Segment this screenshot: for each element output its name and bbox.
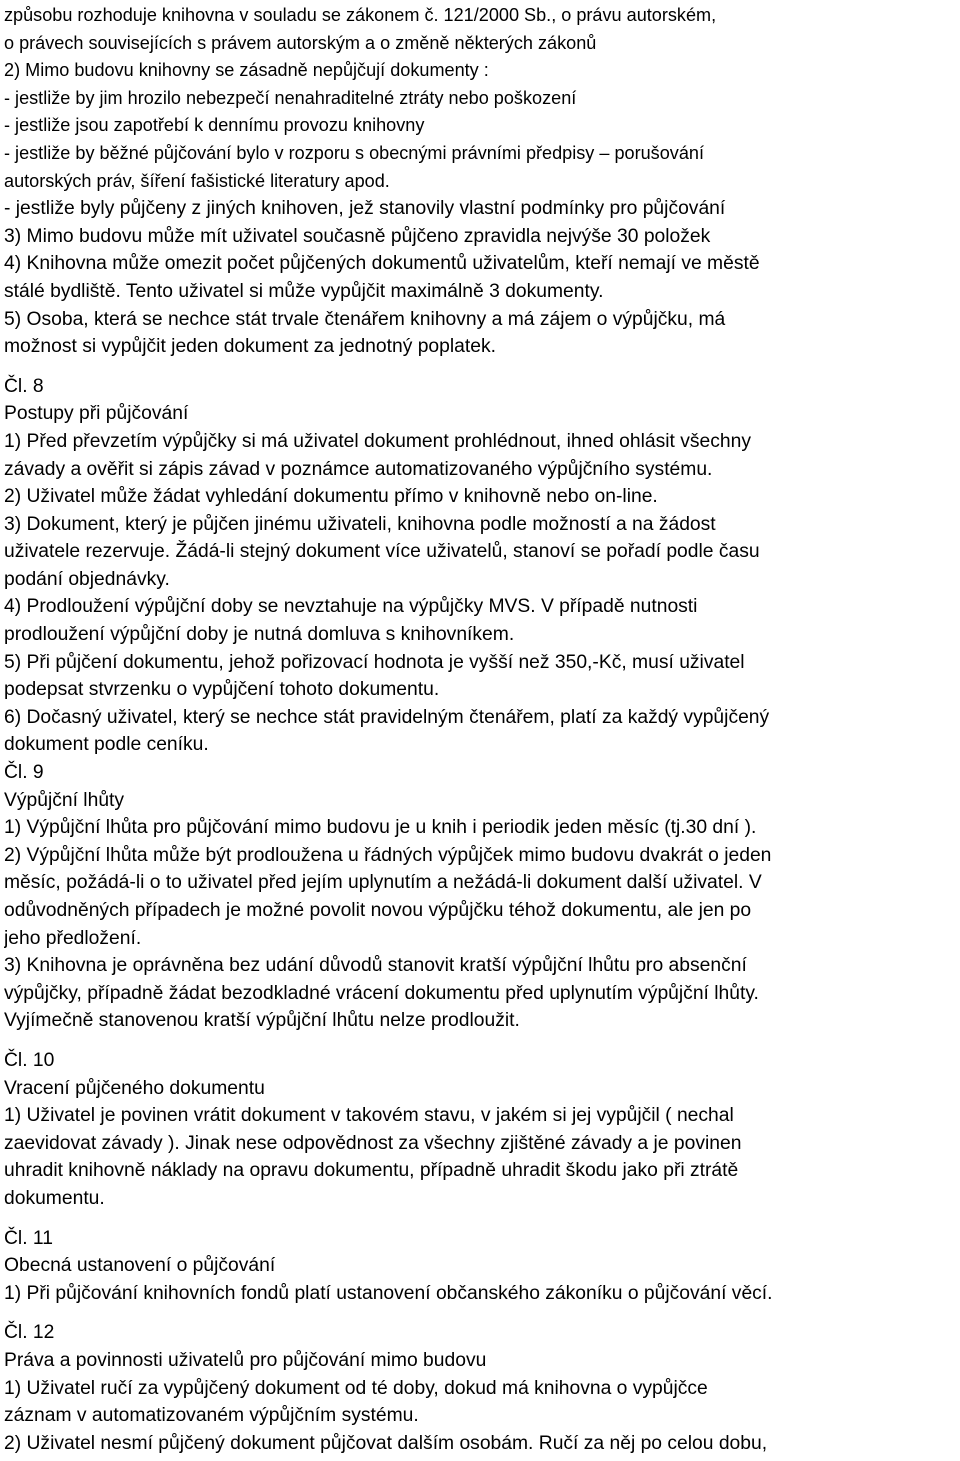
article-title: Výpůjční lhůty	[4, 789, 125, 811]
article-title: Obecná ustanovení o půjčování	[4, 1255, 276, 1277]
text-line: odůvodněných případech je možné povolit novou výpůjčku téhož dokumentu, ale jen po	[4, 900, 752, 921]
text-line: závady a ověřit si zápis závad v poznámce automatizovaného výpůjčního systému.	[4, 458, 713, 480]
article-heading: Čl. 9	[4, 762, 44, 784]
spacer	[4, 1035, 960, 1047]
article-title: Práva a povinnosti uživatelů pro půjčování mimo budovu	[4, 1349, 487, 1371]
text-line: 4) Prodloužení výpůjční doby se nevztahuje na výpůjčky MVS. V případě nutnosti	[4, 596, 698, 618]
article-title: Postupy při půjčování	[4, 403, 189, 425]
text-line: 2) Uživatel nesmí půjčený dokument půjčovat dalším osobám. Ručí za něj po celou dobu,	[4, 1432, 768, 1454]
text-line: 1) Při půjčování knihovních fondů platí ustanovení občanského zákoníku o půjčování věcí.	[4, 1282, 773, 1304]
article-heading: Čl. 8	[4, 375, 44, 397]
text-line: dokumentu.	[4, 1187, 105, 1209]
text-line: podepsat stvrzenku o vypůjčení tohoto dokumentu.	[4, 679, 440, 701]
section-cl12	[4, 1319, 960, 1457]
text-line: - jestliže by běžné půjčování bylo v rozporu s obecnými právními předpisy – porušování	[4, 142, 704, 163]
text-line: 3) Mimo budovu může mít uživatel současně půjčeno zpravidla nejvýše 30 položek	[4, 225, 711, 247]
text-line: stálé bydliště. Tento uživatel si může vypůjčit maximálně 3 dokumenty.	[4, 280, 604, 302]
text-line: prodloužení výpůjční doby je nutná domluva s knihovníkem.	[4, 624, 515, 646]
text-line: 1) Uživatel je povinen vrátit dokument v takovém stavu, v jakém si jej vypůjčil ( nechal	[4, 1105, 734, 1127]
text-line: - jestliže jsou zapotřebí k dennímu provozu knihovny	[4, 115, 425, 136]
text-line: 4) Knihovna může omezit počet půjčených dokumentů uživatelům, kteří nemají ve městě	[4, 253, 760, 275]
document-page	[4, 2, 960, 1457]
text-line: záznam v automatizovaném výpůjčním systému.	[4, 1405, 419, 1427]
text-line: 2) Uživatel může žádat vyhledání dokumentu přímo v knihovně nebo on-line.	[4, 486, 658, 508]
text-line: měsíc, požádá-li o to uživatel před jejím uplynutím a nežádá-li dokument další uživatel. V	[4, 872, 762, 894]
text-line: dokument podle ceníku.	[4, 734, 209, 756]
text-line: 6) Dočasný uživatel, který se nechce stát pravidelným čtenářem, platí za každý vypůjčený	[4, 706, 770, 728]
section-cl8	[4, 373, 960, 759]
text-line: zaevidovat závady ). Jinak nese odpovědnost za všechny zjištěné závady a je povinen	[4, 1132, 742, 1154]
text-line: 1) Před převzetím výpůjčky si má uživatel dokument prohlédnout, ihned ohlásit všechny	[4, 430, 751, 452]
spacer	[4, 1307, 960, 1319]
article-heading: Čl. 12	[4, 1322, 55, 1344]
spacer	[4, 361, 960, 373]
text-line: možnost si vypůjčit jeden dokument za jednotný poplatek.	[4, 336, 496, 358]
text-line: autorských práv, šíření fašistické literatury apod.	[4, 170, 390, 191]
text-line: - jestliže by jim hrozilo nebezpečí nenahraditelné ztráty nebo poškození	[4, 87, 577, 108]
article-heading: Čl. 10	[4, 1049, 55, 1071]
text-line: o právech souvisejících s právem autorským a o změně některých zákonů	[4, 32, 597, 53]
section-cl9	[4, 759, 960, 1035]
text-line: uhradit knihovně náklady na opravu dokumentu, případně uhradit škodu jako při ztrátě	[4, 1160, 739, 1182]
text-line: 3) Dokument, který je půjčen jinému uživateli, knihovna podle možností a na žádost	[4, 513, 716, 535]
text-line: - jestliže byly půjčeny z jiných knihoven, jež stanovily vlastní podmínky pro půjčování	[4, 198, 726, 220]
text-line: podání objednávky.	[4, 568, 170, 590]
text-line: jeho předložení.	[4, 927, 142, 949]
text-line: 5) Při půjčení dokumentu, jehož pořizovací hodnota je vyšší než 350,-Kč, musí uživatel	[4, 651, 745, 673]
text-line: Vyjímečně stanovenou kratší výpůjční lhůtu nelze prodloužit.	[4, 1010, 520, 1032]
article-title: Vracení půjčeného dokumentu	[4, 1077, 265, 1099]
text-line: 3) Knihovna je oprávněna bez udání důvodů stanovit kratší výpůjční lhůtu pro absenční	[4, 955, 747, 977]
text-line: uživatele rezervuje. Žádá-li stejný dokument více uživatelů, stanoví se pořadí podle času	[4, 541, 760, 563]
section-cl10	[4, 1047, 960, 1213]
text-line: 2) Výpůjční lhůta může být prodloužena u řádných výpůjček mimo budovu dvakrát o jeden	[4, 844, 772, 866]
spacer	[4, 1213, 960, 1225]
section-top	[4, 2, 960, 361]
article-heading: Čl. 11	[4, 1227, 53, 1249]
text-line: způsobu rozhoduje knihovna v souladu se zákonem č. 121/2000 Sb., o právu autorském,	[4, 5, 717, 25]
text-line: výpůjčky, případně žádat bezodkladné vrácení dokumentu před uplynutím výpůjční lhůty.	[4, 982, 759, 1004]
text-line: 1) Výpůjční lhůta pro půjčování mimo budovu je u knih i periodik jeden měsíc (tj.30 dní ).	[4, 817, 757, 839]
text-line: 5) Osoba, která se nechce stát trvale čtenářem knihovny a má zájem o výpůjčku, má	[4, 308, 726, 330]
text-line: 2) Mimo budovu knihovny se zásadně nepůjčují dokumenty :	[4, 60, 489, 81]
section-cl11	[4, 1225, 960, 1308]
text-line: 1) Uživatel ručí za vypůjčený dokument od té doby, dokud má knihovna o vypůjčce	[4, 1377, 708, 1399]
